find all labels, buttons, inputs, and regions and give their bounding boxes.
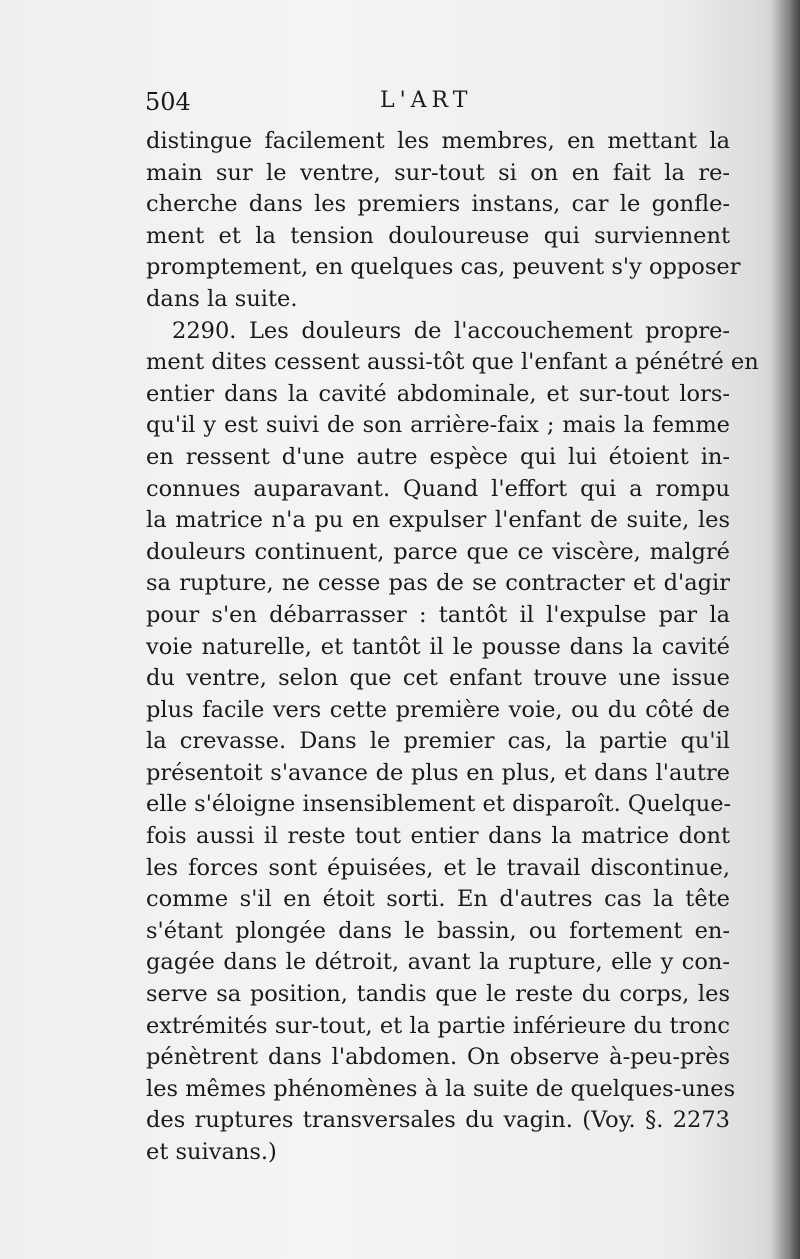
page-number: 504 bbox=[145, 88, 191, 116]
text-line: entier dans la cavité abdominale, et sur-tout lors- bbox=[146, 380, 730, 407]
text-line: cherche dans les premiers instans, car le gonfle- bbox=[146, 191, 730, 218]
text-line: pour s'en débarrasser : tantôt il l'expulse par la bbox=[146, 601, 730, 628]
text-line: serve sa position, tandis que le reste du corps, les bbox=[146, 981, 730, 1008]
text-line: présentoit s'avance de plus en plus, et dans l'autre bbox=[146, 759, 730, 786]
page-edge-shadow bbox=[772, 0, 800, 1259]
text-line: pénètrent dans l'abdomen. On observe à-peu-près bbox=[146, 1044, 730, 1071]
text-line: distingue facilement les membres, en mettant la bbox=[146, 128, 730, 154]
text-line: main sur le ventre, sur-tout si on en fait la re- bbox=[146, 159, 730, 186]
running-title: L'ART bbox=[380, 88, 473, 113]
text-line: douleurs continuent, parce que ce viscère, malgré bbox=[146, 538, 730, 565]
text-line: promptement, en quelques cas, peuvent s'y opposer bbox=[146, 254, 741, 281]
text-line: connues auparavant. Quand l'effort qui a rompu bbox=[146, 475, 730, 502]
text-line: elle s'éloigne insensiblement et disparoît. Quelque- bbox=[146, 791, 732, 818]
text-line: ment et la tension douloureuse qui surviennent bbox=[146, 222, 730, 249]
text-line: qu'il y est suivi de son arrière-faix ; mais la femme bbox=[146, 412, 730, 439]
text-line: les forces sont épuisées, et le travail discontinue, bbox=[146, 854, 730, 881]
text-line: s'étant plongée dans le bassin, ou fortement en- bbox=[146, 917, 730, 944]
text-line: extrémités sur-tout, et la partie inférieure du tronc bbox=[146, 1012, 730, 1039]
text-line: ment dites cessent aussi-tôt que l'enfant a pénétré en bbox=[146, 349, 759, 376]
text-line: des ruptures transversales du vagin. (Voy. §. 2273 bbox=[146, 1107, 730, 1134]
text-line: la matrice n'a pu en expulser l'enfant de suite, les bbox=[146, 507, 730, 534]
text-line: plus facile vers cette première voie, ou du côté de bbox=[146, 696, 730, 723]
text-line: du ventre, selon que cet enfant trouve une issue bbox=[146, 665, 730, 692]
page-header bbox=[140, 88, 740, 118]
text-line: sa rupture, ne cesse pas de se contracter et d'agir bbox=[146, 570, 730, 597]
text-line: les mêmes phénomènes à la suite de quelques-unes bbox=[146, 1075, 736, 1102]
text-line: en ressent d'une autre espèce qui lui étoient in- bbox=[146, 443, 730, 470]
text-line: et suivans.) bbox=[146, 1139, 277, 1165]
text-line: la crevasse. Dans le premier cas, la partie qu'il bbox=[146, 728, 730, 755]
paragraph-start-line: 2290. Les douleurs de l'accouchement propre- bbox=[172, 317, 730, 344]
text-line: comme s'il en étoit sorti. En d'autres cas la tête bbox=[146, 886, 730, 913]
text-line: voie naturelle, et tantôt il le pousse dans la cavité bbox=[146, 633, 730, 660]
body-text bbox=[146, 126, 759, 1169]
text-line: gagée dans le détroit, avant la rupture, elle y con- bbox=[146, 949, 730, 976]
text-line: fois aussi il reste tout entier dans la matrice dont bbox=[146, 823, 730, 850]
text-line: dans la suite. bbox=[146, 285, 298, 312]
